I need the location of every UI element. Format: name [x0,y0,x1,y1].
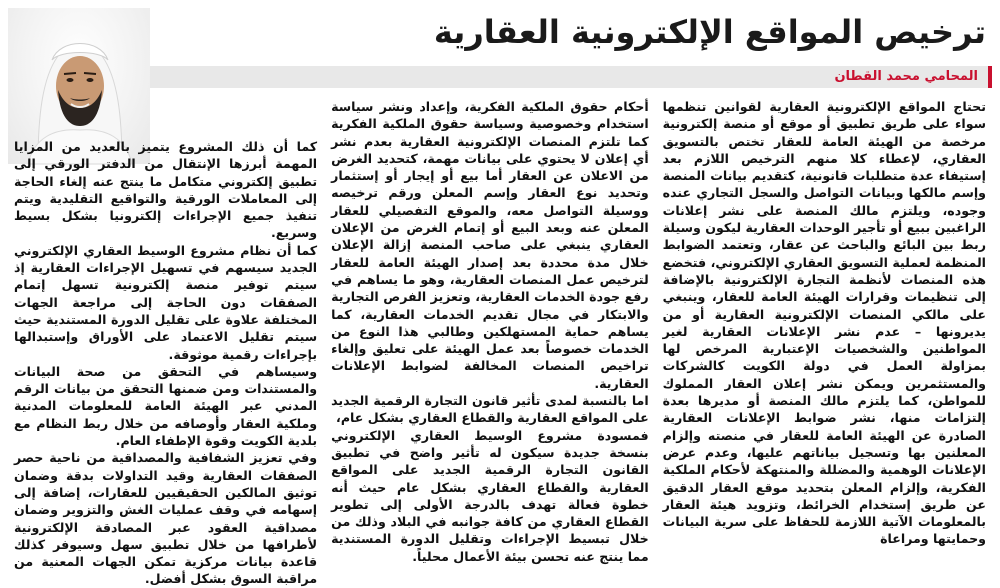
article-column-2 [331,98,649,564]
article-body [14,98,986,587]
article-headline: ترخيص المواقع الإلكترونية العقارية [433,13,986,51]
author-bar [150,66,992,88]
author-bar-accent [988,66,992,88]
author-name: المحامي محمد القطان [834,69,978,84]
article-column-3 [14,98,318,587]
paragraph: تحتاج المواقع الإلكترونية العقارية لقوانين تنظمها سواء على طريق تطبيق أو موقع أو منصة إلكترونية مرخصة من الهيئة العامة للعقار تختص بالتسويق العقاري، لإعطاء كلا منهم الترخيص اللازم بعد إستيفاء عدة متطلبات قانونية، كتقديم بيانات المنصة وإسم مالكها وبيانات التواصل والسجل التجاري عنده وجوده، ويلتزم مالك المنصة على نشر إعلانات الراغبين ببيع أو تأجير الوحدات العقارية ليكون وسيلة ربط بين البائع والباحث عن عقار، وتعتمد الضوابط المنظمة لعملية التسويق العقاري الإلكتروني، فتخضع هذه المنصات لأنظمة التجارة الإلكترونية بالإضافة إلى تنظيمات وقرارات الهيئة العامة للعقار، وينبغي على مالكي المنصات الإلكترونية العقارية أو من يديرونها – عدم نشر الإعلانات العقارية لغير المواطنين والشخصيات الإعتبارية المرخص لها بمزاولة العمل في دولة الكويت كالشركات والمستثمرين ويمكن نشر إعلان العقار المملوك للمواطن، كما يلتزم مالك المنصة أو مديرها بعدة إلتزامات منها، نشر ضوابط الإعلانات العقارية الصادرة عن الهيئة العامة للعقار في منصته وإلزام المعلنين بها وتسجيل بياناتهم عليها، وعدم عرض الإعلانات الوهمية والمضللة والمنتهكة لأحكام الملكية الفكرية، وإلزام المعلن بتحديد موقع العقار الدقيق عن طريق إستخدام الخرائط، وتزويد هيئة العقار بالمعلومات الآتية اللازمة للحفاظ على سرية البيانات وحمايتها ومراعاة [662,99,986,547]
paragraph: وفي تعزيز الشفافية والمصداقية من ناحية حصر الصفقات العقارية وقيد التداولات بدقة وضمان توثيق المالكين الحقيقيين للعقارات، إضافة إلى إسهامه في وقف عمليات الغش والتزوير وضمان مصداقية العقود عبر المصادقة الإلكترونية لأطرافها من خلال تطبيق سهل وسيوفر كذلك قاعدة بيانات مركزية تمكن الجهات المعنية من مراقبة السوق بشكل أفضل. [14,450,318,587]
paragraph: اما بالنسبة لمدى تأثير قانون التجارة الرقمية الجديد على المواقع العقارية والقطاع العقاري بشكل عام، [331,393,649,426]
paragraph: فمسودة مشروع الوسيط العقاري الإلكتروني بنسخة جديدة سيكون له تأثير واضح في تطبيق القانون التجارة الرقمية الجديد على المواقع العقارية والقطاع العقاري بشكل عام حيث أنه خطوة فعالة تهدف بالدرجة الأولى إلى تطوير القطاع العقاري من كافة جوانبه في البلاد وذلك من خلال تبسيط الإجراءات وتقليل الدورة المستندية مما ينتج عنه تحسن بيئة الأعمال محلياً. [331,427,649,564]
column-spacer [14,98,317,138]
paragraph: أحكام حقوق الملكية الفكرية، وإعداد ونشر سياسة استخدام وخصوصية وسياسة حقوق الملكية الفكرية كما تلتزم المنصات الإلكترونية العقارية بعدم نشر أي إعلان لا يحتوي على بيانات مهمة، كتحديد الغرض من الاعلان عن العقار أما بيع أو إيجار أو إستثمار وتحديد نوع العقار وإسم المعلن ورقم ترخيصه ووسيلة التواصل معه، والموقع التفصيلي للعقار المعلن عنه وبعد البيع أو إتمام الغرض من الإعلان العقاري ينبغي على صاحب المنصة إزالة الإعلان خلال مدة محددة بعد إصدار الهيئة العامة للعقار لترخيص عمل المنصات العقارية، وهو ما يساهم في رفع جودة الخدمات العقارية، وتعزيز الفرص التجارية والابتكار في مجال تقديم الخدمات العقارية، كما يساهم حماية المستهلكين وطالبي هذا النوع من الخدمات خصوصاً بعد عمل الهيئة على تعليق وإلغاء تراخيص المنصات المخالفة لضوابط الإعلانات العقارية. [331,99,649,391]
paragraph: كما أن ذلك المشروع يتميز بالعديد من المزايا المهمة أبرزها الإنتقال من الدفتر الورقي إلى تطبيق إلكتروني متكامل ما ينتج عنه إلغاء الحاجة إلى المعاملات الورقية والتواقيع التقليدية ويتم تنفيذ جميع الإجراءات إلكترونيا بشكل بسيط وسريع. [14,139,318,241]
paragraph: وسيساهم في التحقق من صحة البيانات والمستندات ومن ضمنها التحقق من بيانات الرقم المدني عبر الهيئة العامة للمعلومات المدنية وملكية العقار وأوصافه من خلال ربط النظام مع بلدية الكويت وقوة الإطفاء العام. [14,363,318,449]
paragraph: كما أن نظام مشروع الوسيط العقاري الإلكتروني الجديد سيسهم في تسهيل الإجراءات العقارية إذ سيتم توفير منصة إلكترونية تسهل إتمام الصفقات دون الحاجة إلى مراجعة الجهات المختلفة علاوة على تقليل الدورة المستندية حيث سيتم تقليل الاعتماد على الأوراق وإستبدالها بإجراءات رقمية موثوقة. [14,242,318,362]
article-column-1 [662,98,986,547]
